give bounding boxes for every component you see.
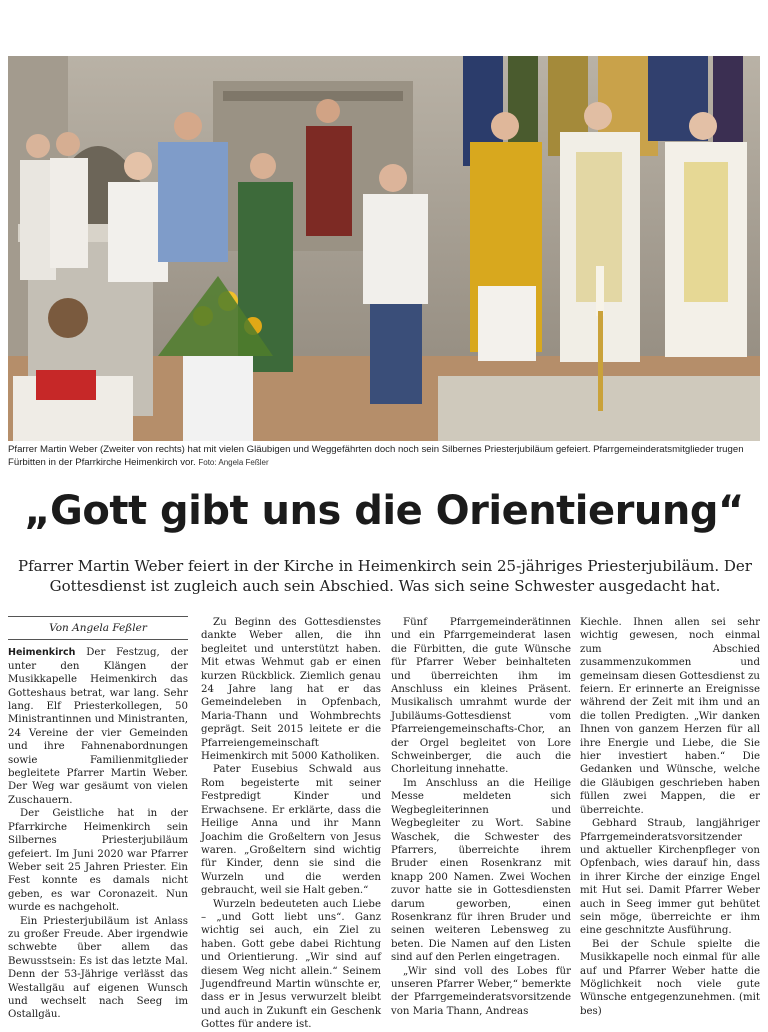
paragraph: Bei der Schule spielte die Musikkapelle noch einmal für alle auf und Pfarrer Weber hatte die Möglichkeit noch viele gute Wünsche entgegenzunehmen. (mit bes): [580, 938, 760, 1017]
dateline: Heimenkirch: [8, 647, 76, 659]
paragraph: Zu Beginn des Gottesdienstes dankte Weber allen, die ihn begleitet und unterstützt haben. Mit etwas Wehmut gab er einen kurzen Rückblick. Ziemlich genau 24 Jahre lang hat er das Gemeindeleben in Opfenbach, Maria-Thann und Wohmbrechts geprägt. Seit 2015 leitete er die Pfarreiengemeinschaft Heimenkirch mit 5000 Katholiken.: [201, 617, 381, 763]
paragraph: Kiechle. Ihnen allen sei sehr wichtig gewesen, noch einmal zum Abschied zusammenzukommen und gemeinsam diesen Gottesdienst zu feiern. Er erinnerte an Ereignisse während der Zeit mit ihm und an die tollen Predigten. „Wir danken Ihnen von ganzem Herzen für all ihre Energie und Liebe, die Sie hier investiert haben.“ Die Gedanken und Wünsche, welche die Gläubigen geschrieben haben füllen zwei Mappen, die er überreichte.: [580, 617, 760, 816]
article-column-1: [8, 616, 188, 1022]
paragraph: „Wir sind voll des Lobes für unseren Pfarrer Weber,“ bemerkte der Pfarrgemeinderatsvorsitzende von Maria Thann, Andreas: [391, 965, 571, 1017]
paragraph: Heimenkirch Der Festzug, der unter den Klängen der Musikkapelle Heimenkirch das Gotteshaus betrat, war lang. Sehr lang. Elf Priesterkollegen, 50 Ministrantinnen und Ministranten, 24 Vereine der vier Gemeinden und ihre Fahnenabordnungen sowie Familienmitglieder begleitete Pfarrer Martin Weber. Der Weg war gesäumt von vielen Zuschauern.: [8, 647, 188, 806]
byline: Von Angela Feßler: [8, 616, 188, 640]
paragraph: Der Geistliche hat in der Pfarrkirche Heimenkirch sein Silbernes Priesterjubiläum gefeiert. Im Juni 2020 war Pfarrer Weber seit 25 Jahren Priester. Ein Fest konnte es damals nicht geben, es war Coronazeit. Nun wurde es nachgeholt.: [8, 808, 188, 914]
paragraph: Ein Priesterjubiläum ist Anlass zu großer Freude. Aber irgendwie schwebte über allem das Bewusstsein: Es ist das letzte Mal. Denn der 53-Jährige verlässt das Westallgäu auf eigenen Wunsch und wechselt nach Seeg im Ostallgäu.: [8, 915, 188, 1021]
paragraph: Pater Eusebius Schwald aus Rom begeisterte mit seiner Festpredigt Kinder und Erwachsene. Er erklärte, dass die Heilige Anna und ihr Mann Joachim die Großeltern von Jesus waren. „Großeltern sind wichtig für Kinder, denn sie sind die Wurzeln und die werden gebraucht, weil sie Halt geben.“: [201, 764, 381, 897]
article-photo: [8, 56, 760, 441]
church-scene-illustration: [8, 56, 760, 441]
article-body: [8, 616, 760, 1031]
paragraph: Gebhard Straub, langjähriger Pfarrgemeinderatsvorsitzender und aktueller Kirchenpfleger von Opfenbach, wies darauf hin, dass in ihrer Kirche der einzige Engel mit Hut sei. Damit Pfarrer Weber auch in Seeg immer gut behütet sein möge, überreichte er ihm eine geschnitzte Ausführung.: [580, 818, 760, 937]
article-column-3: [391, 616, 571, 1018]
paragraph: Fünf Pfarrgemeinderätinnen und ein Pfarrgemeinderat lasen die Fürbitten, die gute Wünsche für Pfarrer Weber beinhalteten und überreichten ihm im Anschluss ein kleines Präsent. Musikalisch umrahmt wurde der Jubiläums-Gottesdienst vom Pfarreiengemeinschafts-Chor, an der Orgel begleitet von Lore Schweinberger, die auch die Chorleitung innehatte.: [391, 617, 571, 776]
photo-caption: [8, 443, 760, 469]
photo-credit: Foto: Angela Feßler: [198, 458, 269, 467]
subheadline: Pfarrer Martin Weber feiert in der Kirche in Heimenkirch sein 25-jähriges Priesterjubiläum. Der Gottesdienst ist zugleich auch sein Abschied. Was sich seine Schwester ausgedacht hat.: [18, 557, 752, 595]
article-column-2: [201, 616, 381, 1032]
paragraph: Wurzeln bedeuteten auch Liebe – „und Gott liebt uns“. Ganz wichtig sei auch, ein Ziel zu haben. Gott gebe dabei Richtung und Orientierung. „Wir sind auf diesem Weg nicht allein.“ Seinem Jugendfreund Martin wünschte er, dass er in Jesus verwurzelt bleibt und auch in Zukunft ein Geschenk Gottes für andere ist.: [201, 898, 381, 1031]
paragraph: Im Anschluss an die Heilige Messe meldeten sich Wegbegleiterinnen und Wegbegleiter zu Wort. Sabine Waschek, die Schwester des Pfarrers, überreichte ihrem Bruder einen Rosenkranz mit knapp 200 Namen. Zwei Wochen zuvor hatte sie in Gottesdiensten darum geworben, einen Rosenkranz für ihren Bruder und seinen weiteren Lebensweg zu beten. Die Namen auf den Listen sind auf den Perlen eingetragen.: [391, 777, 571, 964]
headline: „Gott gibt uns die Orientierung“: [24, 488, 744, 534]
article-column-4: [580, 616, 760, 1018]
caption-text: Pfarrer Martin Weber (Zweiter von rechts) hat mit vielen Gläubigen und Weggefährten doch noch sein Silbernes Priesterjubiläum gefeiert. Pfarrgemeinderatsmitglieder trugen Fürbitten in der Pfarrkirche Heimenkirch vor.: [8, 444, 744, 468]
